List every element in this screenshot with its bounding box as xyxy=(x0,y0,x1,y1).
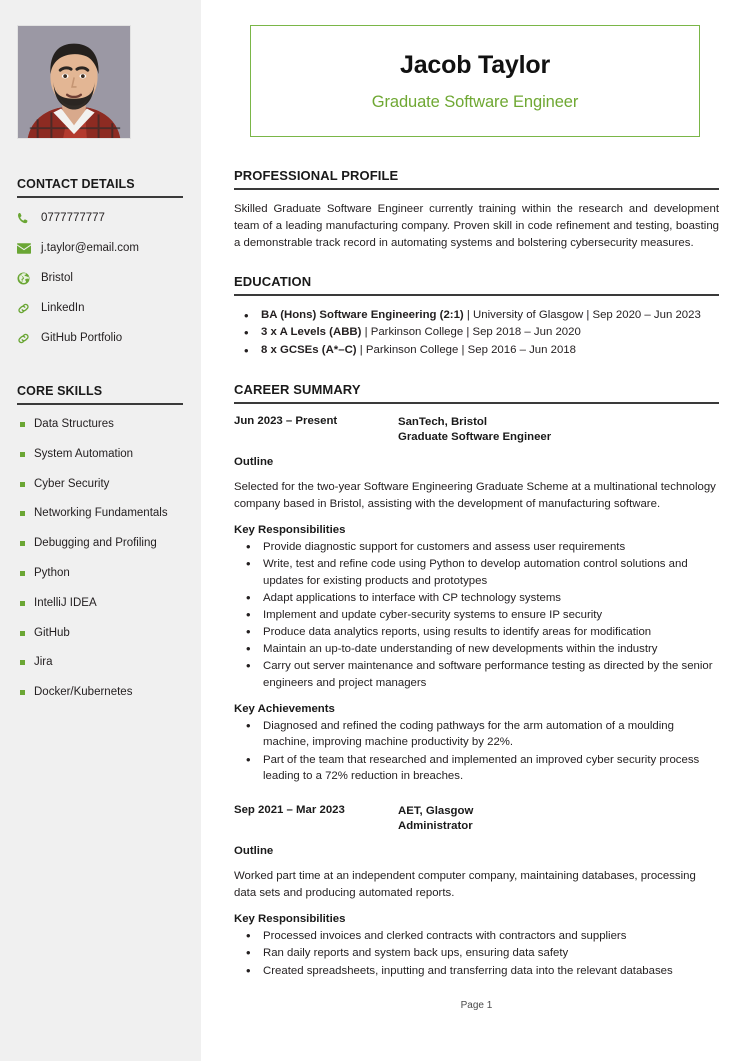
job-title-subtitle: Graduate Software Engineer xyxy=(371,92,579,111)
contact-details-heading: CONTACT DETAILS xyxy=(17,177,135,191)
career-entry-employer xyxy=(398,415,551,445)
achievements-list xyxy=(234,718,719,785)
separator: | xyxy=(458,343,468,356)
career-entry-employer xyxy=(398,804,473,834)
career-entry-role: Graduate Software Engineer xyxy=(398,430,552,443)
outline-text: Selected for the two-year Software Engineering Graduate Scheme at a multinational technology company based in Bristol, assisting with the development of manufacturing software. xyxy=(234,481,716,510)
square-bullet-icon xyxy=(20,631,25,636)
list-item: • Part of the team that researched and implemented an improved cyber security process leading to a 72% reduction in breaches. xyxy=(234,752,719,785)
skill-label: IntelliJ IDEA xyxy=(34,596,97,609)
career-entry-company: AET, Glasgow xyxy=(398,805,474,818)
education-institution: University of Glasgow xyxy=(473,308,584,321)
outline-label: Outline xyxy=(234,455,274,468)
document-body xyxy=(234,168,719,980)
square-bullet-icon xyxy=(20,541,25,546)
skill-label: Networking Fundamentals xyxy=(34,507,168,520)
list-item xyxy=(17,627,184,641)
list-item xyxy=(17,418,184,432)
contact-phone-text: 0777777777 xyxy=(41,212,105,224)
career-entry-header xyxy=(234,804,719,834)
achievements-label: Key Achievements xyxy=(234,702,335,715)
list-item: • Ran daily reports and system back ups, ensuring data safety xyxy=(234,945,719,962)
name-title-header xyxy=(250,25,700,137)
phone-icon xyxy=(17,211,34,225)
career-entry-role: Administrator xyxy=(398,820,473,833)
skill-label: Debugging and Profiling xyxy=(34,537,157,550)
list-item: • Processed invoices and clerked contracts with contractors and suppliers xyxy=(234,928,719,945)
professional-profile-heading: PROFESSIONAL PROFILE xyxy=(234,168,399,183)
list-item xyxy=(17,448,184,462)
core-skills-section xyxy=(17,384,184,700)
list-item xyxy=(234,342,719,359)
outline-text: Worked part time at an independent computer company, maintaining databases, processing data sets and producing automated reports. xyxy=(234,870,696,900)
contact-item-phone[interactable] xyxy=(17,211,184,225)
list-item: • Implement and update cyber-security systems to ensure IP security xyxy=(234,607,719,624)
list-item xyxy=(17,597,184,611)
list-item xyxy=(17,478,184,492)
education-heading: EDUCATION xyxy=(234,273,312,289)
skill-label: GitHub xyxy=(34,626,70,639)
list-item xyxy=(234,307,719,324)
list-item xyxy=(17,567,184,581)
link-icon xyxy=(17,331,34,345)
list-item: • Carry out server maintenance and software performance testing as directed by the senior engineers and project managers xyxy=(234,658,719,691)
spacer xyxy=(234,785,719,804)
education-dates: Sep 2018 – Jun 2020 xyxy=(472,326,581,339)
career-summary-heading: CAREER SUMMARY xyxy=(234,382,361,397)
contact-item-linkedin[interactable] xyxy=(17,301,184,315)
core-skills-heading: CORE SKILLS xyxy=(17,384,103,398)
square-bullet-icon xyxy=(20,452,25,457)
envelope-icon xyxy=(17,241,34,255)
page-title: Jacob Taylor xyxy=(400,50,550,79)
candidate-photo xyxy=(18,26,130,138)
page-number-footer: Page 1 xyxy=(460,1000,493,1011)
section-rule xyxy=(234,188,719,190)
responsibilities-list xyxy=(234,928,719,979)
career-entry-dates: Sep 2021 – Mar 2023 xyxy=(234,804,345,817)
education-dates: Sep 2020 – Jun 2023 xyxy=(592,308,701,321)
square-bullet-icon xyxy=(20,660,25,665)
list-item: • Maintain an up-to-date understanding of new developments within the industry xyxy=(234,641,719,658)
link-icon xyxy=(17,301,34,315)
contact-item-email[interactable] xyxy=(17,241,184,255)
list-item xyxy=(17,537,184,551)
section-rule xyxy=(234,402,719,404)
education-qualification: BA (Hons) Software Engineering (2:1) xyxy=(261,308,464,321)
education-list xyxy=(234,307,719,359)
contact-heading-rule xyxy=(17,196,183,198)
career-entry-dates: Jun 2023 – Present xyxy=(234,415,338,427)
list-item: • Write, test and refine code using Python to develop automation control solutions and updates for existing products and prototypes xyxy=(234,556,719,589)
list-item xyxy=(17,507,184,521)
list-item xyxy=(234,324,719,341)
list-item: • Created spreadsheets, inputting and transferring data into the relevant databases xyxy=(234,963,719,980)
separator: | xyxy=(583,308,593,321)
separator: | xyxy=(463,326,473,339)
education-institution: Parkinson College xyxy=(370,326,464,339)
list-item: • Produce data analytics reports, using results to identify areas for modification xyxy=(234,624,719,641)
responsibilities-label: Key Responsibilities xyxy=(234,523,346,536)
contact-email-text: j.taylor@email.com xyxy=(41,242,139,254)
skill-label: Docker/Kubernetes xyxy=(34,686,133,699)
education-institution: Parkinson College xyxy=(365,343,459,356)
skill-label: Cyber Security xyxy=(34,477,110,490)
square-bullet-icon xyxy=(20,482,25,487)
separator: | xyxy=(356,343,366,356)
contact-item-location[interactable] xyxy=(17,271,184,285)
education-qualification: 8 x GCSEs (A*–C) xyxy=(261,343,357,356)
square-bullet-icon xyxy=(20,601,25,606)
list-item: • Diagnosed and refined the coding pathways for the arm automation of a moulding machine, improving machine productivity by 22%. xyxy=(234,718,719,751)
education-qualification: 3 x A Levels (ABB) xyxy=(261,326,362,339)
contact-details-section xyxy=(17,177,184,345)
contact-linkedin-text: LinkedIn xyxy=(41,302,85,314)
contact-github-text: GitHub Portfolio xyxy=(41,332,123,344)
career-entry xyxy=(234,804,719,979)
career-summary-section xyxy=(234,382,719,979)
contact-item-github[interactable] xyxy=(17,331,184,345)
square-bullet-icon xyxy=(20,422,25,427)
list-item xyxy=(17,656,184,670)
contact-location-text: Bristol xyxy=(41,272,73,284)
separator: | xyxy=(361,326,371,339)
globe-icon xyxy=(17,271,34,285)
list-item: • Provide diagnostic support for customers and assess user requirements xyxy=(234,539,719,556)
skill-label: Python xyxy=(34,566,70,579)
career-entry-company: SanTech, Bristol xyxy=(398,416,488,428)
professional-profile-text: Skilled Graduate Software Engineer currently training within the research and development team of a leading manufacturing company. Proven skill in code refinement and testing, boasting a demonstrable track record in automating systems and bolstering cybersecurity measures. xyxy=(234,203,719,249)
education-dates: Sep 2016 – Jun 2018 xyxy=(467,343,576,356)
education-section xyxy=(234,274,719,359)
section-rule xyxy=(234,294,719,296)
skill-label: Jira xyxy=(34,656,53,669)
sidebar xyxy=(0,0,201,1061)
career-entry-header xyxy=(234,415,719,445)
career-entry xyxy=(234,415,719,785)
square-bullet-icon xyxy=(20,571,25,576)
avatar xyxy=(17,25,131,139)
main-content xyxy=(201,0,750,1061)
square-bullet-icon xyxy=(20,511,25,516)
list-item: • Adapt applications to interface with CP technology systems xyxy=(234,590,719,607)
separator: | xyxy=(463,308,474,321)
skill-label: Data Structures xyxy=(34,418,114,430)
professional-profile-section xyxy=(234,168,719,252)
square-bullet-icon xyxy=(20,690,25,695)
responsibilities-list xyxy=(234,539,719,692)
list-item xyxy=(17,686,184,700)
responsibilities-label: Key Responsibilities xyxy=(234,913,346,926)
core-skills-heading-rule xyxy=(17,403,183,405)
outline-label: Outline xyxy=(234,844,274,857)
skill-label: System Automation xyxy=(34,447,134,460)
